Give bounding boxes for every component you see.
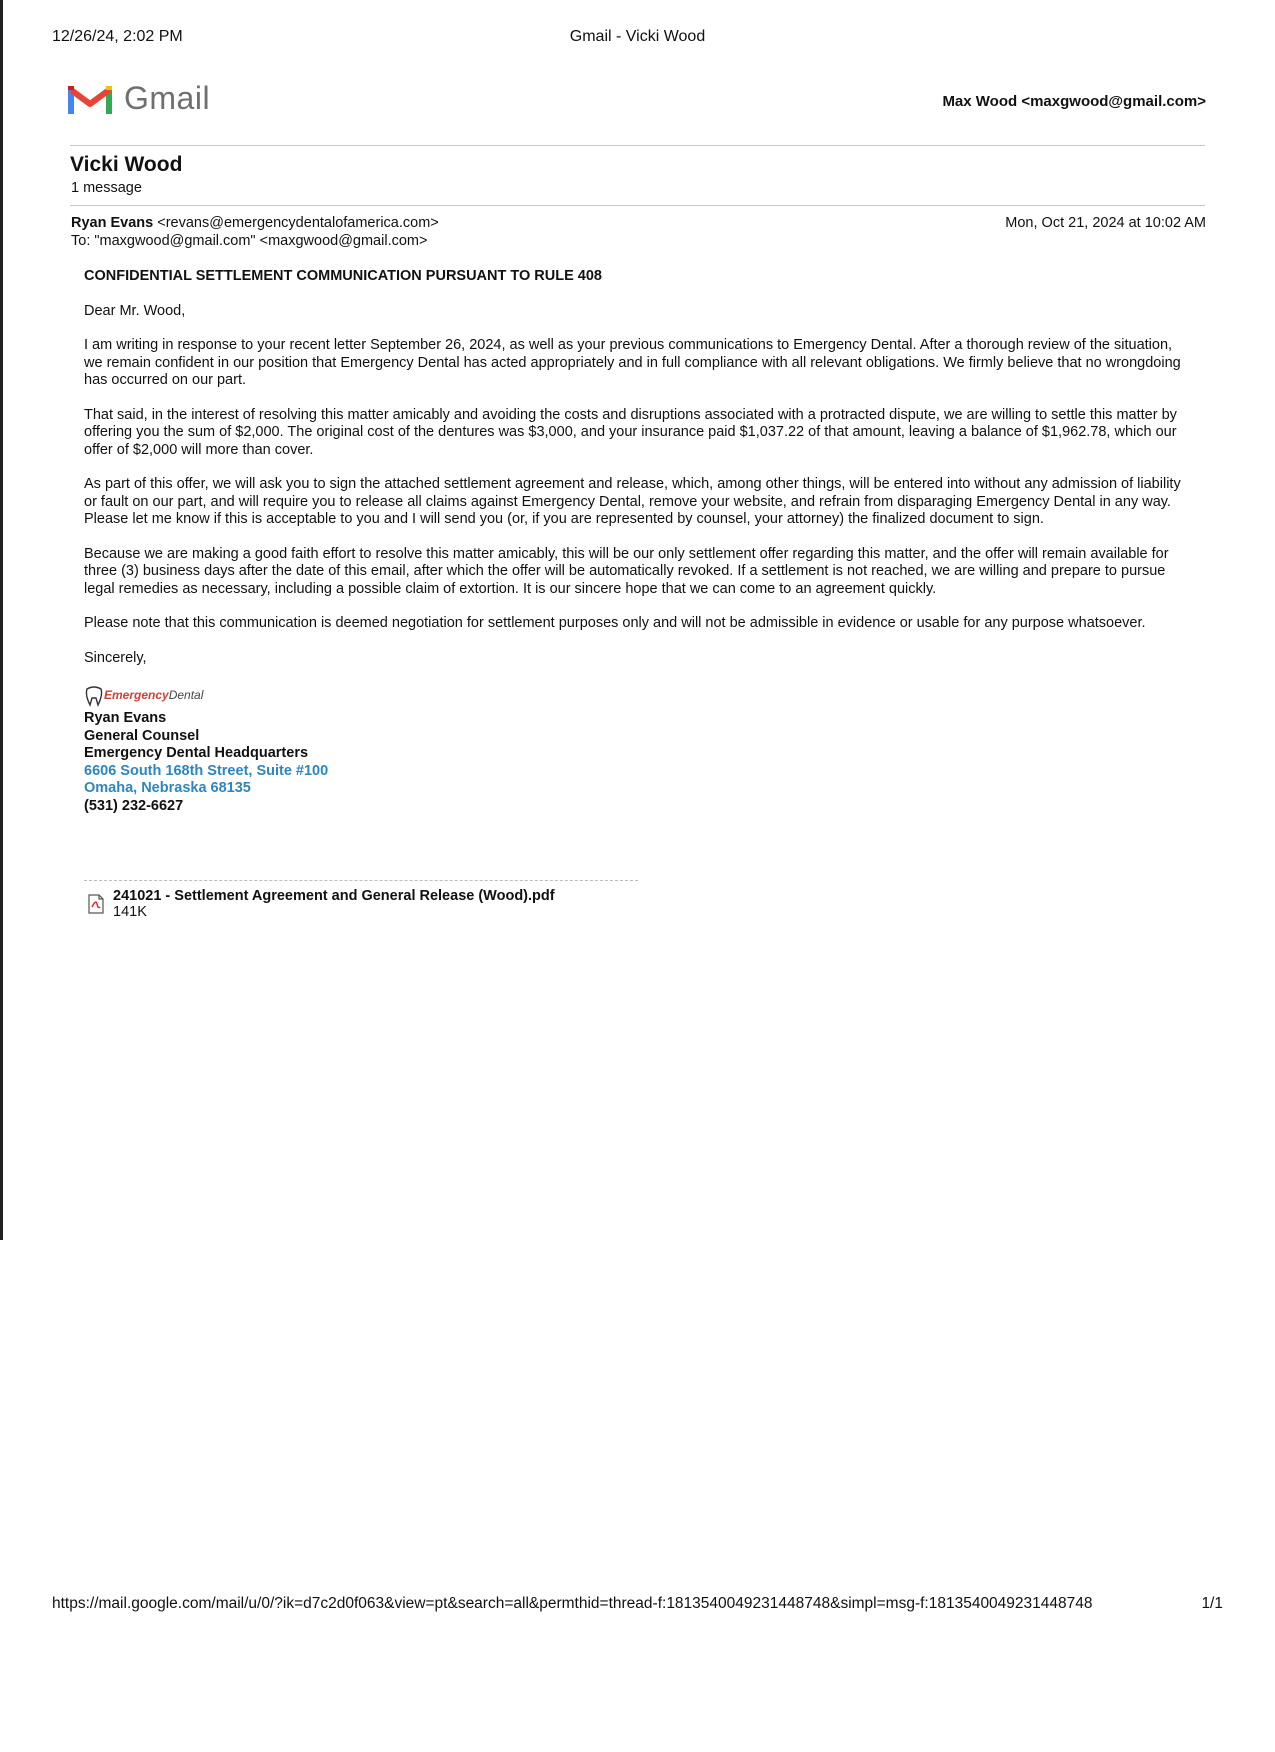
paragraph-1: I am writing in response to your recent letter September 26, 2024, as well as your previous communications to Emergency Dental. After a thorough review of the situation, we remain confident in our position that Emergency Dental has acted appropriately and in full compliance with all relevant obligations. We firmly believe that no wrongdoing has occurred on our part. [84, 337, 1181, 388]
account-identity: Max Wood <maxgwood@gmail.com> [942, 93, 1206, 110]
scan-edge [0, 0, 3, 1240]
print-url: https://mail.google.com/mail/u/0/?ik=d7c2d0f063&view=pt&search=all&permthid=thread-f:1813540049231448748&simpl=msg-f:1813540049231448748 [52, 1595, 1093, 1612]
signature-org: Emergency Dental Headquarters [84, 745, 309, 761]
paragraph-5: Please note that this communication is deemed negotiation for settlement purposes only and will not be admissible in evidence or usable for any purpose whatsoever. [84, 615, 1146, 631]
message-count: 1 message [71, 180, 142, 196]
paragraph-4: Because we are making a good faith effort to resolve this matter amicably, this will be our only settlement offer regarding this matter, and the offer will remain available for three (3) business days after the date of this email, after which the offer will be automatically revoked. If a settlement is not reached, we are willing and prepare to pursue legal remedies as necessary, including a possible claim of extortion. It is our sincere hope that we can come to an agreement quickly. [84, 545, 1169, 597]
header-divider [70, 145, 1205, 146]
signature-address-link-1[interactable]: 6606 South 168th Street, Suite #100 [84, 762, 329, 779]
tooth-icon [84, 685, 104, 707]
signature-name: Ryan Evans [84, 710, 167, 726]
paragraph-2: That said, in the interest of resolving this matter amicably and avoiding the costs and disruptions associated with a protracted dispute, we are willing to settle this matter by offering you the sum of $2,000. The original cost of the dentures was $3,000, and your insurance paid $1,037.22 of that amount, leaving a balance of $1,962.78, which our offer of $2,000 will more than cover. [84, 406, 1177, 458]
gmail-wordmark: Gmail [124, 80, 211, 116]
signature-address-link-2[interactable]: Omaha, Nebraska 68135 [84, 780, 251, 796]
message-from [71, 215, 439, 231]
logo-emergency-text: Emergency [104, 688, 169, 703]
message-body [84, 268, 1184, 815]
signature-block [84, 710, 1184, 815]
sender-name: Ryan Evans [71, 215, 154, 231]
signature-phone: (531) 232-6627 [84, 797, 184, 814]
gmail-logo-icon [68, 82, 112, 116]
print-datetime: 12/26/24, 2:02 PM [52, 28, 183, 45]
thread-subject: Vicki Wood [70, 153, 183, 176]
message-date: Mon, Oct 21, 2024 at 10:02 AM [1005, 215, 1206, 231]
pdf-file-icon [88, 894, 104, 920]
signature-role: General Counsel [84, 727, 200, 744]
gmail-logo [68, 80, 210, 117]
logo-dental-text: Dental [168, 688, 204, 703]
closing: Sincerely, [84, 649, 147, 666]
print-title: Gmail - Vicki Wood [569, 28, 706, 45]
attachment-filename[interactable]: 241021 - Settlement Agreement and General Release (Wood).pdf [113, 888, 555, 904]
page-number: 1/1 [1201, 1595, 1223, 1612]
message-to: To: "maxgwood@gmail.com" <maxgwood@gmail.com> [71, 233, 428, 249]
salutation: Dear Mr. Wood, [84, 302, 186, 319]
attachment-divider [84, 880, 638, 881]
paragraph-3: As part of this offer, we will ask you to sign the attached settlement agreement and release, which, among other things, will be entered into without any admission of liability or fault on our part, and will require you to release all claims against Emergency Dental, remove your website, and refrain from disparaging Emergency Dental in any way. Please let me know if this is acceptable to you and I will send you (or, if you are represented by counsel, your attorney) the finalized document to sign. [84, 476, 1181, 527]
subject-divider [70, 205, 1205, 206]
emergency-dental-logo [84, 682, 1184, 710]
sender-email[interactable]: <revans@emergencydentalofamerica.com> [153, 215, 439, 231]
letter-heading: CONFIDENTIAL SETTLEMENT COMMUNICATION PURSUANT TO RULE 408 [84, 268, 602, 284]
attachment-item[interactable] [88, 888, 555, 920]
attachment-size: 141K [113, 904, 147, 920]
